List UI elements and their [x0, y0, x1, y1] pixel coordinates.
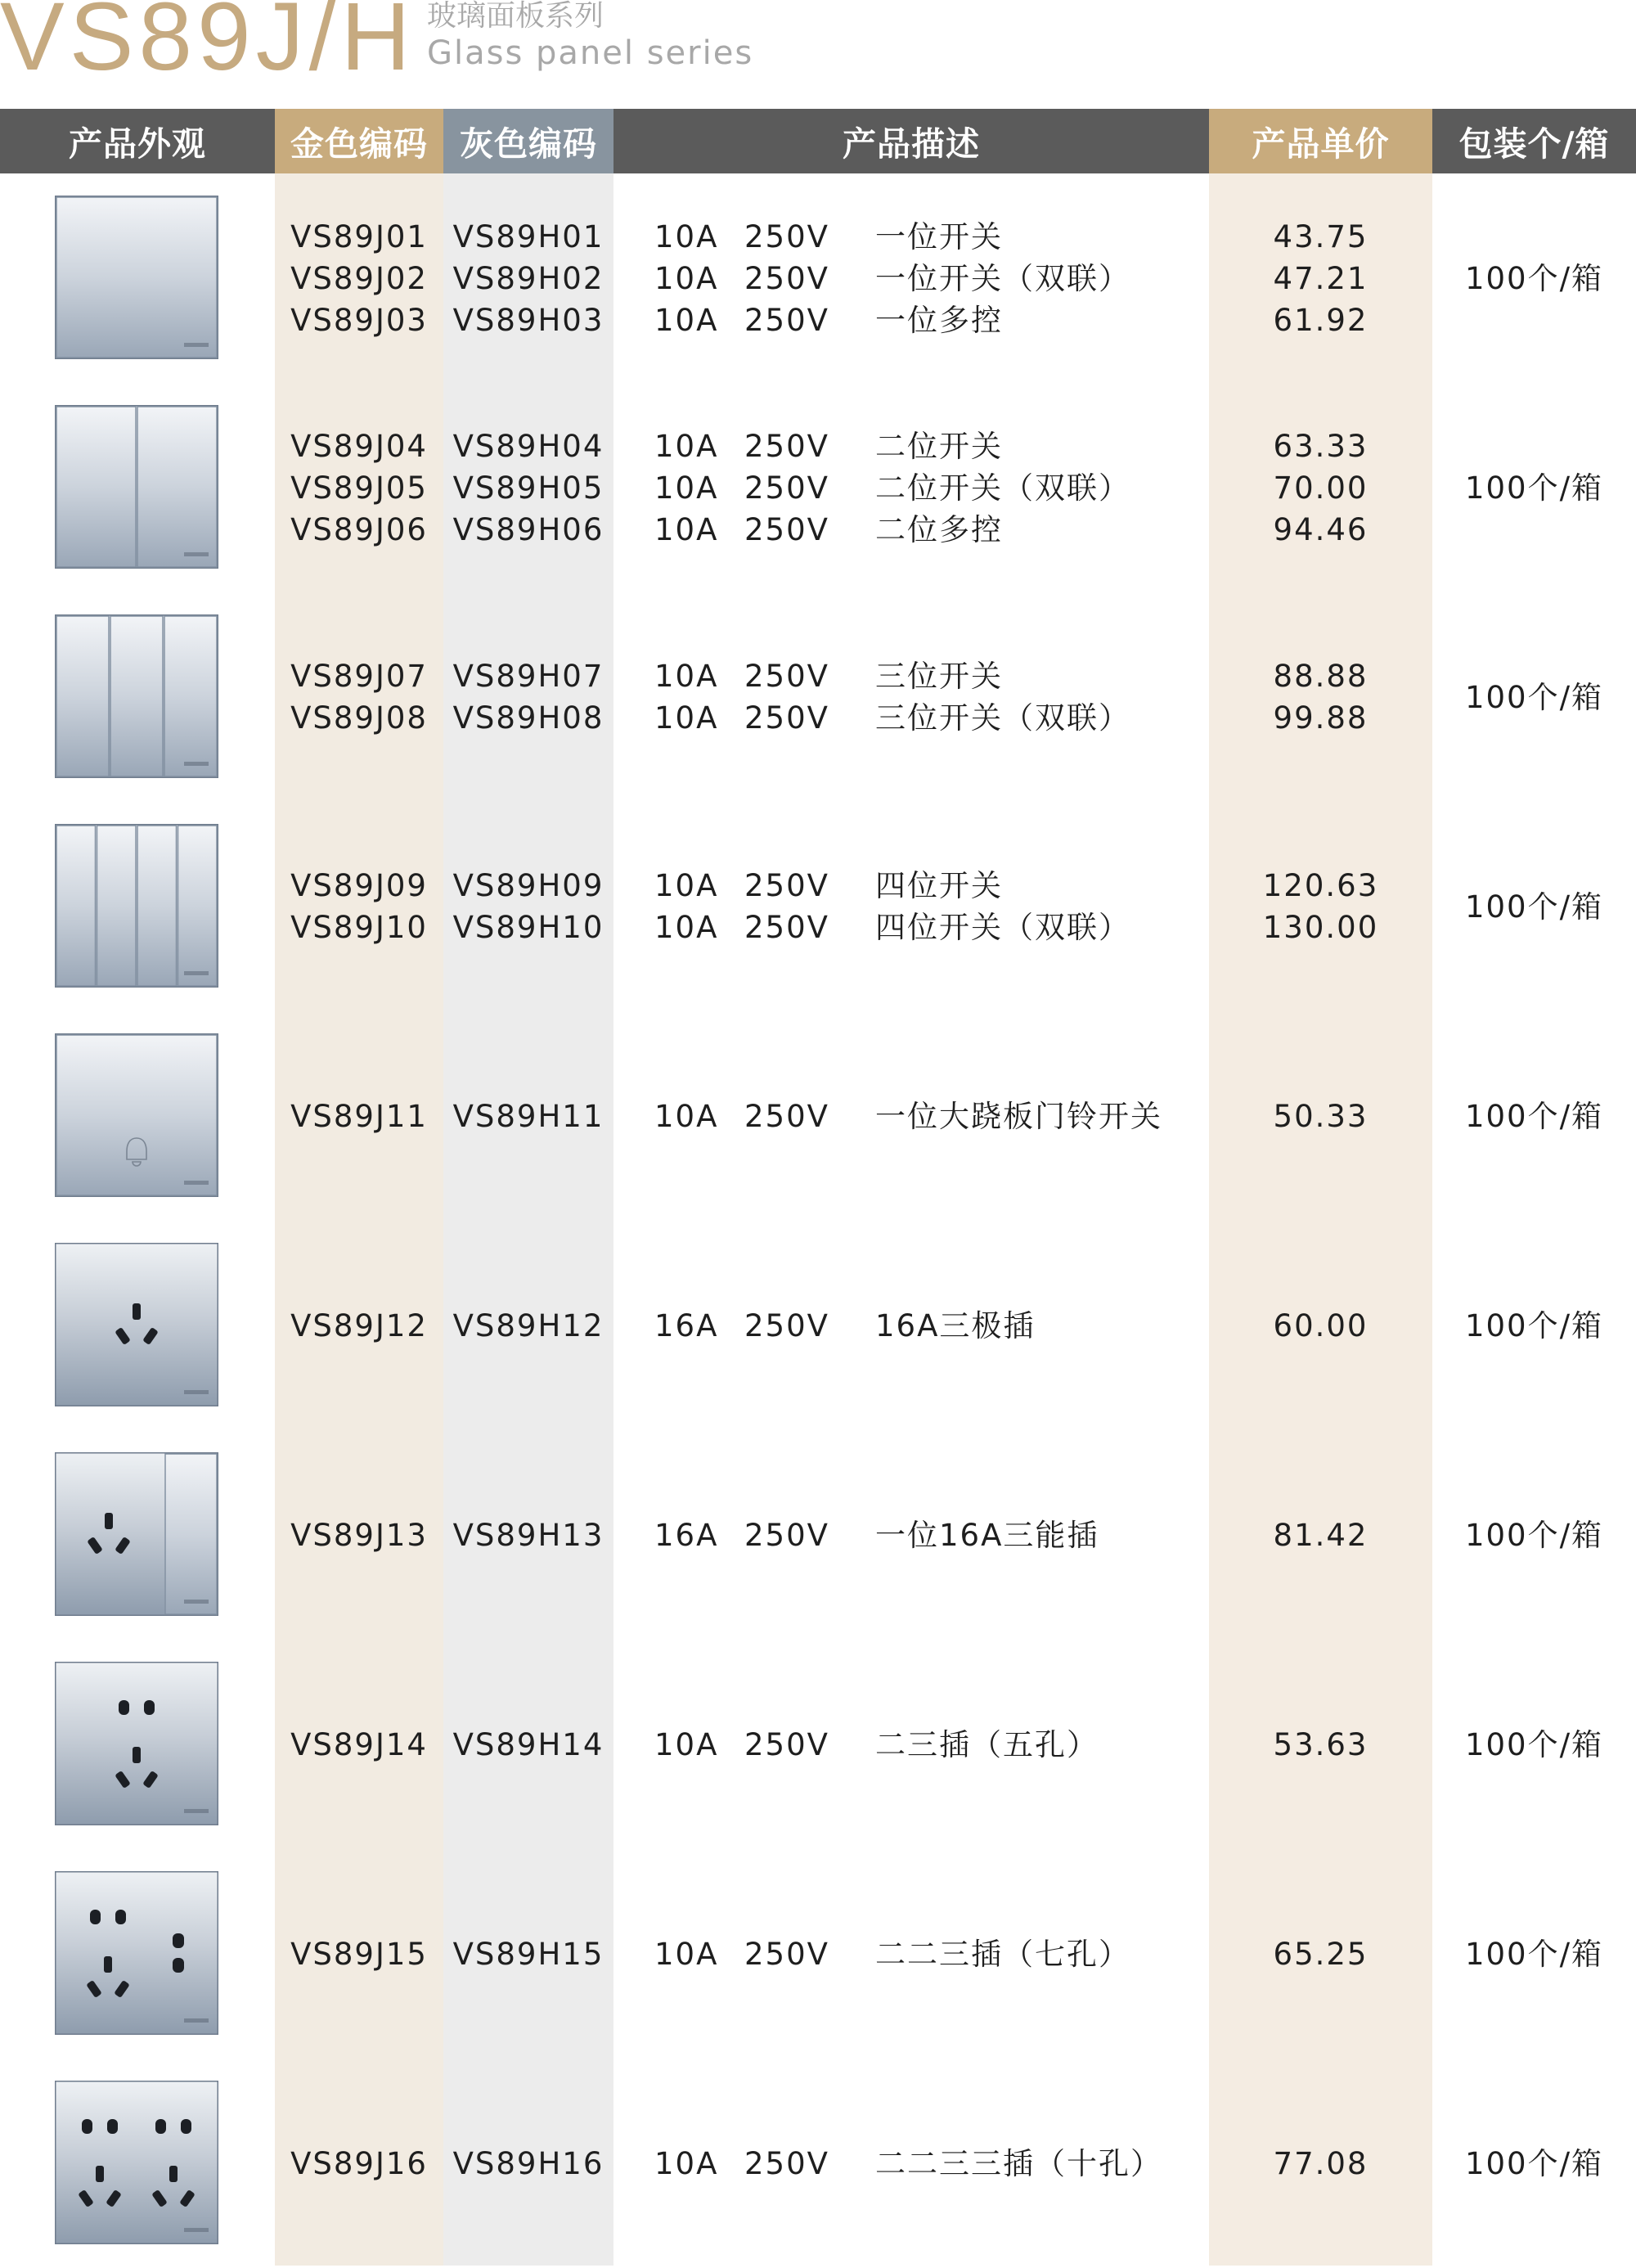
rated-voltage: 250V: [744, 1517, 829, 1553]
gray-code: VS89H09: [452, 868, 605, 903]
unit-price: 53.63: [1273, 1726, 1369, 1762]
gold-code: VS89J08: [290, 700, 428, 736]
packing-quantity: 100个/箱: [1464, 470, 1604, 506]
rated-voltage: 250V: [744, 2145, 829, 2181]
rated-current: 10A: [654, 910, 719, 945]
price-cell: [1209, 1011, 1432, 1221]
rated-current: 10A: [654, 659, 719, 694]
description-line: [654, 865, 1003, 907]
rated-voltage: 250V: [744, 470, 829, 506]
rated-current: 10A: [654, 700, 719, 736]
rated-voltage: 250V: [744, 218, 829, 254]
rated-voltage: 250V: [744, 910, 829, 945]
packing-quantity: 100个/箱: [1464, 889, 1604, 925]
rated-voltage: 250V: [744, 1098, 829, 1134]
description-line: [654, 258, 1130, 299]
gray-code: VS89H01: [452, 218, 605, 254]
packing-cell: [1432, 383, 1636, 592]
gray-code-cell: [443, 2059, 614, 2268]
gold-code: VS89J04: [290, 428, 428, 464]
unit-price: 130.00: [1262, 910, 1379, 945]
gold-code-cell: [275, 592, 443, 802]
packing-cell: [1432, 173, 1636, 383]
rated-current: 10A: [654, 868, 719, 903]
description-line: [654, 216, 1003, 258]
table-row: [0, 1430, 1636, 1640]
gold-code: VS89J02: [290, 260, 428, 296]
unit-price: 60.00: [1273, 1307, 1369, 1343]
gray-code-cell: [443, 1849, 614, 2059]
packing-quantity: 100个/箱: [1464, 1726, 1604, 1762]
product-name: 一位大跷板门铃开关: [875, 1098, 1162, 1134]
single-gang-switch-panel-icon: [55, 196, 218, 359]
four-gang-switch-panel-icon: [55, 824, 218, 988]
description-line: [654, 509, 1003, 551]
packing-cell: [1432, 1640, 1636, 1849]
product-name: 二二三插（七孔）: [875, 1936, 1130, 1972]
rated-current: 16A: [654, 1307, 719, 1343]
price-cell: [1209, 1640, 1432, 1849]
switched-three-pin-socket-panel-icon: [55, 1452, 218, 1616]
description-line: [654, 655, 1003, 697]
unit-price: 77.08: [1273, 2145, 1369, 2181]
price-cell: [1209, 592, 1432, 802]
description-cell: [654, 802, 1209, 1011]
description-line: [654, 1096, 1162, 1137]
gold-code: VS89J14: [290, 1726, 428, 1762]
packing-cell: [1432, 1221, 1636, 1430]
rated-current: 10A: [654, 1098, 719, 1134]
table-row: [0, 1849, 1636, 2059]
product-name: 一位16A三能插: [875, 1517, 1099, 1553]
product-name: 一位开关: [875, 218, 1003, 254]
gray-code-cell: [443, 173, 614, 383]
gold-code: VS89J07: [290, 659, 428, 694]
product-name: 二三插（五孔）: [875, 1726, 1099, 1762]
gold-code: VS89J10: [290, 910, 428, 945]
table-row: [0, 383, 1636, 592]
header-packing: 包装个/箱: [1432, 109, 1636, 173]
product-name: 一位多控: [875, 302, 1003, 338]
product-name: 一位开关（双联）: [875, 260, 1130, 296]
gold-code: VS89J06: [290, 511, 428, 547]
description-cell: [654, 1430, 1209, 1640]
packing-quantity: 100个/箱: [1464, 260, 1604, 296]
gold-code: VS89J11: [290, 1098, 428, 1134]
gold-code-cell: [275, 1011, 443, 1221]
three-pin-socket-panel-icon: [55, 1243, 218, 1406]
gold-code-cell: [275, 383, 443, 592]
gray-code-cell: [443, 802, 614, 1011]
product-name: 二位开关: [875, 428, 1003, 464]
description-line: [654, 907, 1130, 948]
gold-code: VS89J01: [290, 218, 428, 254]
description-cell: [654, 1640, 1209, 1849]
product-name: 三位开关（双联）: [875, 700, 1130, 736]
rated-voltage: 250V: [744, 700, 829, 736]
gold-code: VS89J09: [290, 868, 428, 903]
gray-code: VS89H14: [452, 1726, 605, 1762]
gray-code-cell: [443, 383, 614, 592]
description-line: [654, 1514, 1099, 1556]
ten-hole-socket-panel-icon: [55, 2081, 218, 2244]
description-line: [654, 425, 1003, 467]
description-cell: [654, 2059, 1209, 2268]
product-name: 16A三极插: [875, 1307, 1036, 1343]
price-cell: [1209, 2059, 1432, 2268]
two-gang-switch-panel-icon: [55, 405, 218, 569]
rated-voltage: 250V: [744, 302, 829, 338]
gray-code: VS89H07: [452, 659, 605, 694]
gold-code-cell: [275, 2059, 443, 2268]
packing-quantity: 100个/箱: [1464, 679, 1604, 715]
rated-current: 10A: [654, 302, 719, 338]
packing-cell: [1432, 1430, 1636, 1640]
header-gray-code: 灰色编码: [443, 109, 614, 173]
rated-voltage: 250V: [744, 1936, 829, 1972]
description-line: [654, 2143, 1162, 2185]
packing-cell: [1432, 802, 1636, 1011]
rated-current: 10A: [654, 218, 719, 254]
description-cell: [654, 1221, 1209, 1430]
gold-code-cell: [275, 173, 443, 383]
five-hole-socket-panel-icon: [55, 1662, 218, 1825]
price-cell: [1209, 802, 1432, 1011]
gray-code: VS89H03: [452, 302, 605, 338]
table-row: [0, 592, 1636, 802]
gray-code-cell: [443, 592, 614, 802]
description-cell: [654, 173, 1209, 383]
description-line: [654, 299, 1003, 341]
gold-code: VS89J16: [290, 2145, 428, 2181]
table-row: [0, 1011, 1636, 1221]
packing-cell: [1432, 2059, 1636, 2268]
unit-price: 70.00: [1273, 470, 1369, 506]
doorbell-switch-panel-icon: [55, 1033, 218, 1197]
series-code: VS89J/H: [0, 0, 416, 91]
price-cell: [1209, 1849, 1432, 2059]
description-line: [654, 1305, 1035, 1347]
unit-price: 65.25: [1273, 1936, 1369, 1972]
packing-quantity: 100个/箱: [1464, 1936, 1604, 1972]
gold-code: VS89J12: [290, 1307, 428, 1343]
rated-current: 10A: [654, 2145, 719, 2181]
rated-voltage: 250V: [744, 1726, 829, 1762]
rated-current: 16A: [654, 1517, 719, 1553]
header-gold-code: 金色编码: [275, 109, 443, 173]
gold-code: VS89J13: [290, 1517, 428, 1553]
description-line: [654, 1724, 1099, 1766]
product-table: [0, 173, 1636, 2268]
gray-code: VS89H15: [452, 1936, 605, 1972]
unit-price: 81.42: [1273, 1517, 1369, 1553]
gold-code-cell: [275, 802, 443, 1011]
description-cell: [654, 592, 1209, 802]
gray-code: VS89H12: [452, 1307, 605, 1343]
table-header: [0, 109, 1636, 173]
gray-code-cell: [443, 1640, 614, 1849]
gray-code-cell: [443, 1011, 614, 1221]
header-unit-price: 产品单价: [1209, 109, 1432, 173]
rated-voltage: 250V: [744, 511, 829, 547]
product-name: 二位多控: [875, 511, 1003, 547]
packing-cell: [1432, 1011, 1636, 1221]
rated-voltage: 250V: [744, 868, 829, 903]
rated-voltage: 250V: [744, 428, 829, 464]
three-gang-switch-panel-icon: [55, 614, 218, 778]
gold-code-cell: [275, 1640, 443, 1849]
gold-code: VS89J05: [290, 470, 428, 506]
gray-code: VS89H06: [452, 511, 605, 547]
price-cell: [1209, 1430, 1432, 1640]
product-name: 四位开关: [875, 868, 1003, 903]
price-cell: [1209, 173, 1432, 383]
unit-price: 61.92: [1273, 302, 1369, 338]
header-appearance: 产品外观: [0, 109, 275, 173]
rated-voltage: 250V: [744, 260, 829, 296]
gray-code: VS89H13: [452, 1517, 605, 1553]
rated-current: 10A: [654, 1726, 719, 1762]
gray-code: VS89H08: [452, 700, 605, 736]
packing-quantity: 100个/箱: [1464, 2145, 1604, 2181]
header-description: 产品描述: [614, 109, 1209, 173]
price-cell: [1209, 383, 1432, 592]
packing-quantity: 100个/箱: [1464, 1517, 1604, 1553]
gold-code-cell: [275, 1430, 443, 1640]
gray-code: VS89H10: [452, 910, 605, 945]
seven-hole-socket-panel-icon: [55, 1871, 218, 2035]
product-name: 二位开关（双联）: [875, 470, 1130, 506]
packing-cell: [1432, 592, 1636, 802]
rated-current: 10A: [654, 1936, 719, 1972]
gray-code-cell: [443, 1221, 614, 1430]
packing-quantity: 100个/箱: [1464, 1307, 1604, 1343]
gold-code-cell: [275, 1221, 443, 1430]
rated-voltage: 250V: [744, 1307, 829, 1343]
packing-quantity: 100个/箱: [1464, 1098, 1604, 1134]
series-title-en: Glass panel series: [427, 34, 754, 72]
unit-price: 50.33: [1273, 1098, 1369, 1134]
rated-current: 10A: [654, 260, 719, 296]
description-line: [654, 1933, 1130, 1975]
packing-cell: [1432, 1849, 1636, 2059]
unit-price: 120.63: [1262, 868, 1379, 903]
table-row: [0, 802, 1636, 1011]
gray-code: VS89H11: [452, 1098, 605, 1134]
unit-price: 43.75: [1273, 218, 1369, 254]
rated-current: 10A: [654, 470, 719, 506]
unit-price: 47.21: [1273, 260, 1369, 296]
unit-price: 88.88: [1273, 659, 1369, 694]
description-cell: [654, 1849, 1209, 2059]
gray-code: VS89H04: [452, 428, 605, 464]
description-line: [654, 467, 1130, 509]
table-row: [0, 1640, 1636, 1849]
rated-current: 10A: [654, 511, 719, 547]
gray-code: VS89H05: [452, 470, 605, 506]
product-name: 三位开关: [875, 659, 1003, 694]
gray-code: VS89H02: [452, 260, 605, 296]
table-row: [0, 2059, 1636, 2268]
table-row: [0, 1221, 1636, 1430]
gold-code: VS89J03: [290, 302, 428, 338]
product-name: 四位开关（双联）: [875, 910, 1130, 945]
unit-price: 99.88: [1273, 700, 1369, 736]
rated-voltage: 250V: [744, 659, 829, 694]
unit-price: 94.46: [1273, 511, 1369, 547]
catalog-title: [0, 0, 1636, 109]
product-name: 二二三三插（十孔）: [875, 2145, 1162, 2181]
table-row: [0, 173, 1636, 383]
rated-current: 10A: [654, 428, 719, 464]
series-title-cn: 玻璃面板系列: [427, 0, 605, 33]
price-cell: [1209, 1221, 1432, 1430]
gold-code: VS89J15: [290, 1936, 428, 1972]
unit-price: 63.33: [1273, 428, 1369, 464]
gold-code-cell: [275, 1849, 443, 2059]
description-line: [654, 697, 1130, 739]
gray-code-cell: [443, 1430, 614, 1640]
description-cell: [654, 1011, 1209, 1221]
gray-code: VS89H16: [452, 2145, 605, 2181]
description-cell: [654, 383, 1209, 592]
